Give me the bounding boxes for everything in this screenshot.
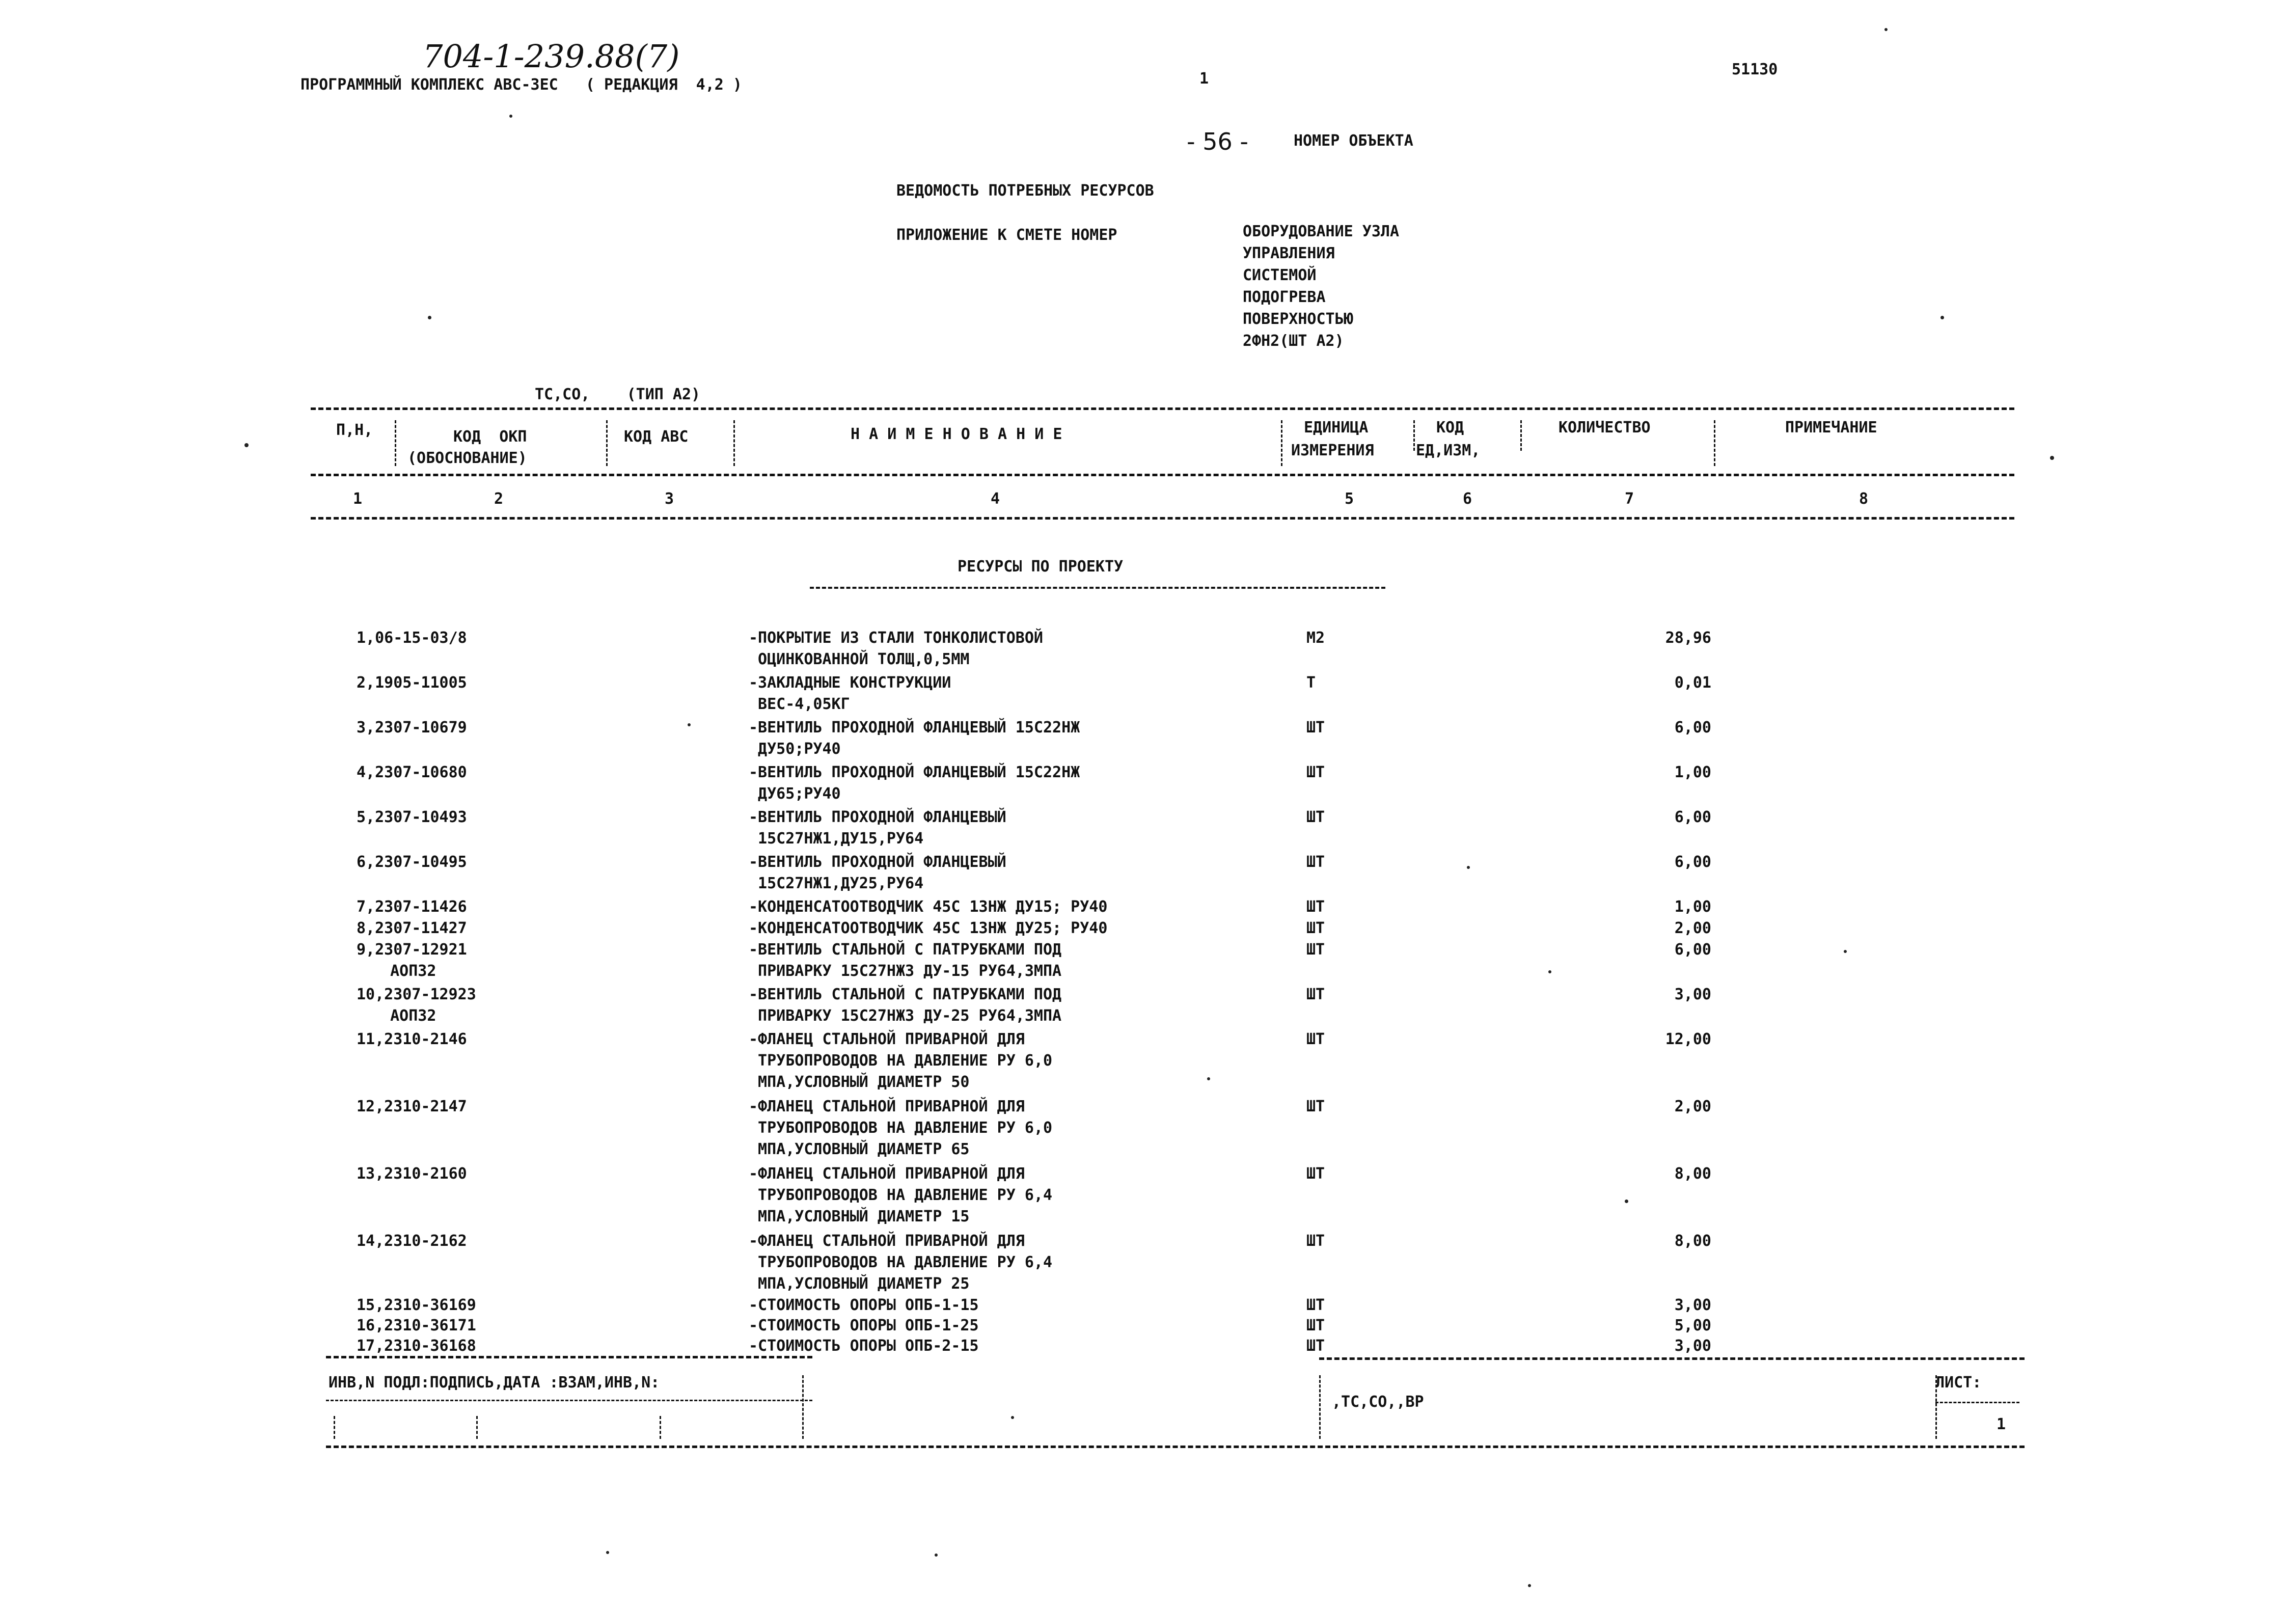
okp-code: 14,2310-2162 [357,1232,467,1250]
resource-name: -ФЛАНЕЦ СТАЛЬНОЙ ПРИВАРНОЙ ДЛЯ [749,1098,1025,1115]
quantity: 5,00 [1674,1317,1711,1334]
quantity: 6,00 [1674,719,1711,737]
scan-speck [1625,1200,1628,1203]
column-divider [1281,420,1282,466]
okp-code: 9,2307-12921 [357,941,467,959]
scan-speck [1548,970,1551,973]
table-row [0,851,2296,896]
quantity: 6,00 [1674,808,1711,826]
scan-speck [244,443,249,447]
unit-of-measure: ШТ [1306,719,1325,737]
column-divider [606,420,608,466]
column-divider [395,420,396,466]
object-line: ОБОРУДОВАНИЕ УЗЛА [1243,223,1400,240]
unit-of-measure: ШТ [1306,764,1325,781]
quantity: 3,00 [1674,1296,1711,1314]
resource-name: -ВЕНТИЛЬ СТАЛЬНОЙ С ПАТРУБКАМИ ПОД [749,986,1062,1003]
tc-line: ТС,СО, (ТИП А2) [535,386,701,403]
column-number: 6 [1463,490,1472,508]
header-okp: КОД ОКП [453,428,527,446]
scan-speck [428,316,431,319]
okp-code: 11,2310-2146 [357,1030,467,1048]
resource-name: ТРУБОПРОВОДОВ НА ДАВЛЕНИЕ РУ 6,0 [749,1119,1053,1137]
scan-speck [509,115,512,118]
column-divider [1520,420,1522,451]
footer-rule [326,1400,812,1401]
header-unit-code-2: ЕД,ИЗМ, [1416,442,1481,459]
resource-name: -КОНДЕНСАТООТВОДЧИК 45С 13НЖ ДУ15; РУ40 [749,898,1108,916]
appendix-label: ПРИЛОЖЕНИЕ К СМЕТЕ НОМЕР [896,226,1117,244]
okp-code: 5,2307-10493 [357,808,467,826]
okp-code: 13,2310-2160 [357,1165,467,1183]
scan-speck [1884,28,1888,31]
scan-speck [1011,1416,1014,1419]
section-underline [810,587,1385,589]
unit-of-measure: ШТ [1306,853,1325,871]
unit-of-measure: ШТ [1306,919,1325,937]
quantity: 1,00 [1674,764,1711,781]
column-divider [802,1375,804,1439]
table-row [0,671,2296,717]
quantity: 28,96 [1665,629,1711,647]
column-number: 8 [1859,490,1869,508]
resource-name: -ЗАКЛАДНЫЕ КОНСТРУКЦИИ [749,674,951,692]
unit-of-measure: ШТ [1306,941,1325,959]
table-row [0,761,2296,807]
unit-of-measure: ШТ [1306,1098,1325,1115]
sheet-number: 1 [1997,1415,2006,1433]
column-divider [476,1416,478,1439]
scan-speck [935,1554,938,1557]
scan-speck [1528,1584,1531,1587]
rule-line [311,407,2014,410]
resource-name: ВЕС-4,05КГ [749,695,850,713]
resource-name: ТРУБОПРОВОДОВ НА ДАВЛЕНИЕ РУ 6,0 [749,1052,1053,1070]
resource-name: -ВЕНТИЛЬ ПРОХОДНОЙ ФЛАНЦЕВЫЙ [749,853,1006,871]
column-divider [660,1416,661,1439]
resource-name: ТРУБОПРОВОДОВ НА ДАВЛЕНИЕ РУ 6,4 [749,1253,1053,1271]
scan-speck [1844,950,1847,953]
scan-speck [2050,456,2054,460]
quantity: 1,00 [1674,898,1711,916]
rule-line [311,517,2014,520]
footer-rule [1935,1402,2019,1403]
okp-code: 12,2310-2147 [357,1098,467,1115]
okp-code: 17,2310-36168 [357,1337,476,1355]
sheet-label: ЛИСТ: [1935,1374,1982,1392]
resource-name: ОЦИНКОВАННОЙ ТОЛЩ,0,5ММ [749,650,970,668]
unit-of-measure: ШТ [1306,1337,1325,1355]
resource-name: ПРИВАРКУ 15С27НЖ3 ДУ-25 РУ64,ЗМПА [749,1007,1062,1025]
unit-of-measure: ШТ [1306,1030,1325,1048]
okp-code-suffix: АОП32 [372,962,436,980]
column-divider [733,420,735,466]
quantity: 3,00 [1674,986,1711,1003]
scan-speck [606,1551,609,1554]
unit-of-measure: ШТ [1306,1232,1325,1250]
resource-name: -СТОИМОСТЬ ОПОРЫ ОПБ-2-15 [749,1337,979,1355]
unit-of-measure: Т [1306,674,1316,692]
footer-rule [1319,1357,2025,1360]
resource-name: ДУ50;РУ40 [749,740,841,758]
resource-name: ДУ65;РУ40 [749,785,841,803]
object-number-label: НОМЕР ОБЪЕКТА [1294,132,1413,150]
header-unit-code: КОД [1436,419,1464,437]
unit-of-measure: ШТ [1306,1165,1325,1183]
column-number: 4 [991,490,1000,508]
header-unit: ЕДИНИЦА [1304,419,1369,437]
quantity: 6,00 [1674,941,1711,959]
section-title: РЕСУРСЫ ПО ПРОЕКТУ [958,558,1124,576]
quantity: 2,00 [1674,1098,1711,1115]
table-row [0,716,2296,762]
unit-of-measure: ШТ [1306,808,1325,826]
document-title: ВЕДОМОСТЬ ПОТРЕБНЫХ РЕСУРСОВ [896,182,1154,200]
resource-name: МПА,УСЛОВНЫЙ ДИАМЕТР 25 [749,1275,970,1293]
okp-code: 7,2307-11426 [357,898,467,916]
table-row [0,626,2296,672]
table-row [0,1230,2296,1293]
okp-code: 6,2307-10495 [357,853,467,871]
scan-speck [688,723,691,726]
resource-name: -КОНДЕНСАТООТВОДЧИК 45С 13НЖ ДУ25; РУ40 [749,919,1108,937]
okp-code: 4,2307-10680 [357,764,467,781]
okp-code-suffix: АОП32 [372,1007,436,1025]
resource-name: -ФЛАНЕЦ СТАЛЬНОЙ ПРИВАРНОЙ ДЛЯ [749,1030,1025,1048]
resource-name: 15С27НЖ1,ДУ25,РУ64 [749,875,924,892]
resource-name: МПА,УСЛОВНЫЙ ДИАМЕТР 65 [749,1140,970,1158]
okp-code: 10,2307-12923 [357,986,476,1003]
header-note: ПРИМЕЧАНИЕ [1785,419,1877,437]
okp-code: 3,2307-10679 [357,719,467,737]
header-name: Н А И М Е Н О В А Н И Е [851,425,1062,443]
table-row [0,983,2296,1029]
resource-name: -СТОИМОСТЬ ОПОРЫ ОПБ-1-25 [749,1317,979,1334]
header-basis: (ОБОСНОВАНИЕ) [407,449,527,467]
resource-name: МПА,УСЛОВНЫЙ ДИАМЕТР 50 [749,1073,970,1091]
stamp-header: ИНВ,N ПОДЛ:ПОДПИСЬ,ДАТА :ВЗАМ,ИНВ,N: [329,1374,660,1392]
page-number: - 56 - [1187,128,1248,155]
column-number: 2 [494,490,504,508]
unit-of-measure: ШТ [1306,1317,1325,1334]
okp-code: 2,1905-11005 [357,674,467,692]
column-divider [1413,420,1415,451]
column-divider [1935,1375,1937,1439]
resource-name: -ВЕНТИЛЬ ПРОХОДНОЙ ФЛАНЦЕВЫЙ 15С22НЖ [749,764,1080,781]
resource-name: ПРИВАРКУ 15С27НЖ3 ДУ-15 РУ64,ЗМПА [749,962,1062,980]
page-marker: 1 [1199,70,1209,88]
table-row [0,1162,2296,1225]
quantity: 8,00 [1674,1232,1711,1250]
quantity: 0,01 [1674,674,1711,692]
resource-name: -ФЛАНЕЦ СТАЛЬНОЙ ПРИВАРНОЙ ДЛЯ [749,1232,1025,1250]
quantity: 2,00 [1674,919,1711,937]
resource-name: -СТОИМОСТЬ ОПОРЫ ОПБ-1-15 [749,1296,979,1314]
resource-name: МПА,УСЛОВНЫЙ ДИАМЕТР 15 [749,1208,970,1225]
quantity: 12,00 [1665,1030,1711,1048]
unit-of-measure: ШТ [1306,986,1325,1003]
table-row [0,806,2296,852]
column-divider [334,1416,335,1439]
object-line: СИСТЕМОЙ [1243,266,1317,284]
okp-code: 8,2307-11427 [357,919,467,937]
header-unit-2: ИЗМЕРЕНИЯ [1291,442,1374,459]
object-line: ПОДОГРЕВА [1243,288,1326,306]
handwritten-code: 704-1-239.88(7) [423,38,680,75]
table-row [0,938,2296,984]
column-number: 5 [1345,490,1354,508]
table-row [0,1028,2296,1091]
column-divider [1319,1375,1321,1439]
unit-of-measure: ШТ [1306,1296,1325,1314]
unit-of-measure: ШТ [1306,898,1325,916]
unit-of-measure: М2 [1306,629,1325,647]
resource-name: 15С27НЖ1,ДУ15,РУ64 [749,830,924,848]
column-number: 1 [353,490,363,508]
scan-speck [1467,866,1470,869]
resource-name: ТРУБОПРОВОДОВ НА ДАВЛЕНИЕ РУ 6,4 [749,1186,1053,1204]
resource-name: -ФЛАНЕЦ СТАЛЬНОЙ ПРИВАРНОЙ ДЛЯ [749,1165,1025,1183]
object-line: ПОВЕРХНОСТЬЮ [1243,310,1353,328]
column-number: 3 [665,490,674,508]
resource-name: -ВЕНТИЛЬ ПРОХОДНОЙ ФЛАНЦЕВЫЙ 15С22НЖ [749,719,1080,737]
column-divider [1714,420,1715,466]
okp-code: 1,06-15-03/8 [357,629,467,647]
header-pn: П,Н, [336,421,373,439]
rule-line [311,474,2014,476]
column-number: 7 [1625,490,1634,508]
footer-rule [326,1356,812,1358]
resource-name: -ВЕНТИЛЬ ПРОХОДНОЙ ФЛАНЦЕВЫЙ [749,808,1006,826]
okp-code: 16,2310-36171 [357,1317,476,1334]
footer-code: ,ТС,СО,,ВР [1332,1393,1424,1411]
program-line: ПРОГРАММНЫЙ КОМПЛЕКС АВС-ЗЕС ( РЕДАКЦИЯ 4,2 ) [300,76,742,94]
resource-name: -ВЕНТИЛЬ СТАЛЬНОЙ С ПАТРУБКАМИ ПОД [749,941,1062,959]
table-row [0,1095,2296,1158]
okp-code: 15,2310-36169 [357,1296,476,1314]
scan-speck [1207,1077,1210,1080]
header-abc: КОД АВС [624,428,689,446]
scan-speck [1940,316,1944,319]
footer-rule [326,1446,2025,1448]
quantity: 8,00 [1674,1165,1711,1183]
resource-name: -ПОКРЫТИЕ ИЗ СТАЛИ ТОНКОЛИСТОВОЙ [749,629,1043,647]
header-quantity: КОЛИЧЕСТВО [1559,419,1651,437]
document-number: 51130 [1732,61,1778,78]
object-line: УПРАВЛЕНИЯ [1243,244,1335,262]
object-line: 2ФН2(ШТ А2) [1243,332,1344,350]
quantity: 3,00 [1674,1337,1711,1355]
quantity: 6,00 [1674,853,1711,871]
